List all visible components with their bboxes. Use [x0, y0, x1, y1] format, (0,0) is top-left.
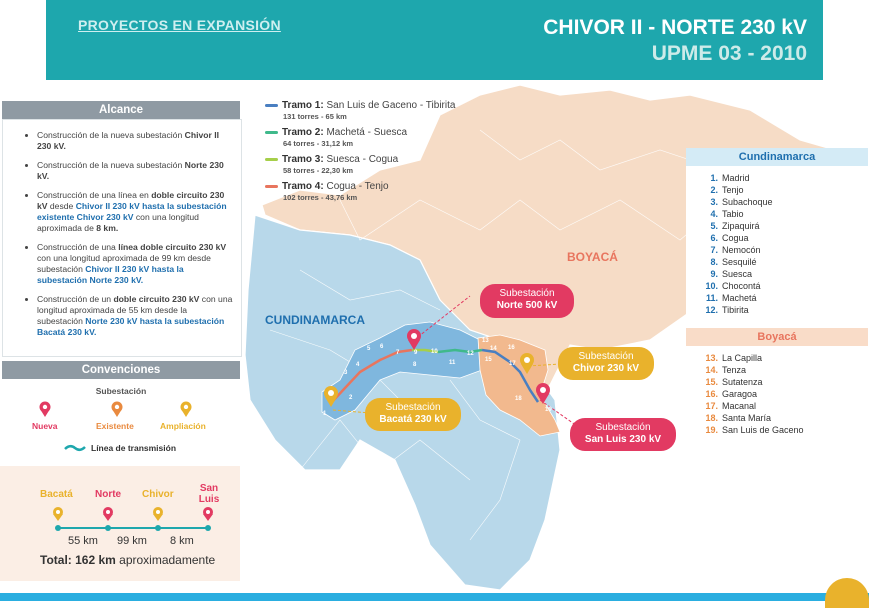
route-diagram [50, 506, 220, 538]
callout-norte-l1: Subestación [499, 288, 555, 299]
list-item: 13. La Capilla [705, 353, 763, 363]
region-label-cundinamarca: CUNDINAMARCA [265, 313, 365, 327]
convenciones-heading: Convenciones [2, 361, 240, 379]
alcance-heading: Alcance [2, 101, 240, 119]
callout-chivor[interactable] [558, 347, 654, 380]
convenciones-panel [2, 379, 240, 459]
list-item: 9. Suesca [710, 269, 753, 279]
list-item: 1. Madrid [710, 173, 750, 183]
callout-sanluis-l2: San Luis 230 kV [584, 434, 662, 445]
alcance-panel [2, 119, 242, 357]
tramo-4-name: Tramo 4: [282, 181, 324, 192]
route-legend [0, 466, 240, 581]
list-item: 10. Chocontá [705, 281, 761, 291]
bottom-bar [0, 593, 869, 601]
map-number-18: 18 [515, 396, 522, 402]
list-item: 7. Nemocón [710, 245, 761, 255]
project-title: CHIVOR II - NORTE 230 kV [543, 16, 807, 39]
tramo-1-legend [265, 100, 455, 121]
alcance-list [3, 120, 241, 338]
list-item: 2. Tenjo [710, 185, 744, 195]
list-item: 4. Tabio [710, 209, 744, 219]
region-label-boyaca: BOYACÁ [567, 250, 618, 264]
callout-bacata-l2: Bacatá 230 kV [379, 414, 447, 425]
existente-label: Existente [96, 421, 134, 431]
tramo-3-desc: Suesca - Cogua [323, 154, 399, 165]
map-number-4: 4 [356, 362, 360, 368]
list-item: 11. Machetá [705, 293, 757, 303]
list-item: 8. Sesquilé [710, 257, 757, 267]
stop-chivor: Chivor [142, 489, 174, 500]
map-number-13: 13 [482, 338, 489, 344]
map-number-1: 1 [323, 411, 327, 417]
pin-bacata-legend-icon [53, 507, 63, 521]
cundinamarca-list-panel [686, 148, 868, 318]
distance-1: 55 km [68, 535, 98, 547]
ampliacion-pin-icon [179, 401, 193, 419]
tramo-1-desc: San Luis de Gaceno - Tibirita [323, 100, 456, 111]
map-number-7: 7 [396, 350, 400, 356]
alcance-item: • Construcción de la nueva subestación Norte 230 kV. [37, 160, 233, 182]
map-number-5: 5 [367, 346, 371, 352]
project-code: UPME 03 - 2010 [651, 42, 807, 65]
map-number-19: 19 [545, 407, 552, 413]
tramo-3-swatch [265, 158, 278, 161]
map-number-2: 2 [349, 395, 353, 401]
map-number-17: 17 [509, 361, 516, 367]
nueva-pin-icon [38, 401, 52, 419]
tramo-3-legend [265, 154, 398, 175]
tramo-2-swatch [265, 131, 278, 134]
list-item: 16. Garagoa [705, 389, 758, 399]
tramo-1-swatch [265, 104, 278, 107]
list-item: 12. Tibirita [705, 305, 749, 315]
tramo-4-sub: 102 torres - 43,76 km [283, 193, 358, 202]
ampliacion-label: Ampliación [160, 421, 206, 431]
callout-chivor-l1: Subestación [578, 351, 634, 362]
section-link[interactable]: PROYECTOS EN EXPANSIÓN [78, 17, 281, 33]
list-item: 5. Zipaquirá [710, 221, 760, 231]
stop-sanluis: San Luis [198, 483, 220, 505]
map-number-8: 8 [413, 362, 417, 368]
distance-3: 8 km [170, 535, 194, 547]
cundinamarca-list-heading: Cundinamarca [686, 148, 868, 166]
cundinamarca-list [686, 166, 868, 316]
tramo-2-legend [265, 127, 407, 148]
stop-bacata: Bacatá [40, 489, 73, 500]
list-item: 18. Santa María [705, 413, 772, 423]
nueva-label: Nueva [32, 421, 58, 431]
list-item: 15. Sutatenza [705, 377, 763, 387]
total-distance: Total: 162 km aproximadamente [40, 553, 216, 567]
stop-norte: Norte [95, 489, 122, 500]
map-number-16: 16 [508, 345, 515, 351]
transmission-line-icon [64, 443, 86, 453]
map-number-9: 9 [414, 350, 418, 356]
alcance-item: • Construcción de una línea doble circuito 230 kV con una longitud aproximada de 99 km desde subestación Chivor II 230 kV hasta la subestación Norte 230 kV. [37, 242, 233, 286]
tramo-4-desc: Cogua - Tenjo [323, 181, 389, 192]
callout-norte[interactable] [480, 284, 574, 318]
list-item: 3. Subachoque [710, 197, 773, 207]
list-item: 19. San Luis de Gaceno [705, 425, 804, 435]
pin-chivor-legend-icon [153, 507, 163, 521]
map-number-14: 14 [490, 346, 497, 352]
callout-norte-l2: Norte 500 kV [496, 300, 558, 311]
list-item: 14. Tenza [705, 365, 747, 375]
map-number-12: 12 [467, 351, 474, 357]
pin-norte-legend-icon [103, 507, 113, 521]
tramo-2-line [438, 350, 482, 352]
map-number-10: 10 [431, 349, 438, 355]
distance-2: 99 km [117, 535, 147, 547]
pin-sanluis-legend-icon [203, 507, 213, 521]
callout-sanluis[interactable] [570, 418, 676, 451]
boyaca-list [686, 346, 868, 436]
callout-chivor-l2: Chivor 230 kV [572, 363, 640, 374]
tramo-3-name: Tramo 3: [282, 154, 324, 165]
tramo-2-name: Tramo 2: [282, 127, 324, 138]
boyaca-list-heading: Boyacá [686, 328, 868, 346]
tramo-1-sub: 131 torres - 65 km [283, 112, 347, 121]
tramo-4-legend [265, 181, 389, 202]
callout-bacata-l1: Subestación [385, 402, 441, 413]
map-number-15: 15 [485, 357, 492, 363]
tramo-4-swatch [265, 185, 278, 188]
subestacion-label: Subestación [95, 386, 147, 396]
alcance-item: • Construcción de un doble circuito 230 kV con una longitud aproximada de 55 km desde la subestación Norte 230 kV hasta la subestación Bacatá 230 kV. [37, 294, 233, 338]
list-item: 6. Cogua [710, 233, 749, 243]
existente-pin-icon [110, 401, 124, 419]
callout-sanluis-l1: Subestación [595, 422, 651, 433]
map-number-11: 11 [449, 360, 456, 366]
callout-bacata[interactable] [365, 398, 461, 431]
map-number-6: 6 [380, 344, 384, 350]
tramo-1-name: Tramo 1: [282, 100, 324, 111]
tramo-2-sub: 64 torres - 31,12 km [283, 139, 354, 148]
alcance-item: • Construcción de la nueva subestación Chivor II 230 kV. [37, 130, 233, 152]
alcance-item: • Construcción de una línea en doble circuito 230 kV desde Chivor II 230 kV hasta la subestación existente Chivor 230 kV con una longitud aproximada de 8 km. [37, 190, 233, 234]
list-item: 17. Macanal [705, 401, 757, 411]
transmission-line-label: Línea de transmisión [91, 443, 177, 453]
tramo-2-desc: Machetá - Suesca [323, 127, 408, 138]
boyaca-list-panel [686, 328, 868, 452]
tramo-3-sub: 58 torres - 22,30 km [283, 166, 354, 175]
map-number-3: 3 [344, 370, 348, 376]
